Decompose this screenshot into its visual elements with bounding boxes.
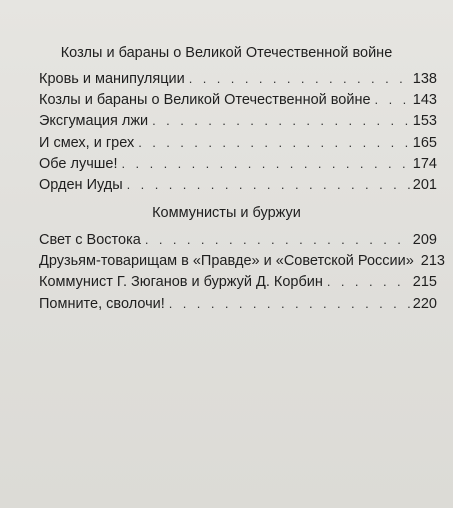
toc-entry-title: Друзьям-товарищам в «Правде» и «Советской России» <box>39 253 414 270</box>
toc-entry <box>39 250 445 271</box>
toc-page-number: 165 <box>412 134 437 151</box>
toc-page-number: 213 <box>420 253 445 270</box>
section-title: Козлы и бараны о Великой Отечественной войне <box>60 45 393 61</box>
toc-page-number: 215 <box>412 274 437 291</box>
toc-entry <box>39 68 437 89</box>
toc-entry <box>39 153 437 174</box>
toc-entry <box>39 293 437 314</box>
section-title: Коммунисты и буржуи <box>152 205 301 221</box>
toc-page-number: 153 <box>412 113 437 130</box>
toc-entry-title: Кровь и манипуляции <box>39 71 185 87</box>
dot-leader <box>145 229 410 250</box>
toc-entry-title: Свет с Востока <box>39 232 141 248</box>
toc-entry <box>39 174 437 195</box>
dot-leader <box>327 271 410 292</box>
toc-page-number: 201 <box>412 176 437 193</box>
dot-leader <box>375 89 410 110</box>
toc-entry-title: Орден Иуды <box>39 176 123 193</box>
toc-entry <box>39 229 437 250</box>
dot-leader <box>122 153 410 174</box>
toc-page-number: 138 <box>412 71 437 87</box>
toc-page-number: 174 <box>412 155 437 172</box>
toc-entry-title: Коммунист Г. Зюганов и буржуй Д. Корбин <box>39 274 323 291</box>
toc-page-number: 220 <box>412 295 437 312</box>
dot-leader <box>189 68 410 89</box>
toc-entry-title: Помните, сволочи! <box>39 295 165 312</box>
toc-list <box>39 229 445 314</box>
toc-page-number: 143 <box>412 92 437 109</box>
dot-leader <box>169 293 410 314</box>
toc-entry-title: Обе лучше! <box>39 155 118 172</box>
dot-leader <box>127 174 410 195</box>
toc-entry-title: Козлы и бараны о Великой Отечественной войне <box>39 92 371 109</box>
dot-leader <box>138 132 410 153</box>
toc-entry <box>39 132 437 153</box>
toc-entry <box>39 89 437 110</box>
dot-leader <box>152 110 410 131</box>
toc-entry <box>39 271 437 292</box>
toc-list <box>39 68 437 195</box>
toc-entry-title: Эксгумация лжи <box>39 113 149 130</box>
toc-entry-title: И смех, и грех <box>39 134 135 151</box>
toc-page-number: 209 <box>412 232 437 248</box>
toc-entry <box>39 110 437 131</box>
